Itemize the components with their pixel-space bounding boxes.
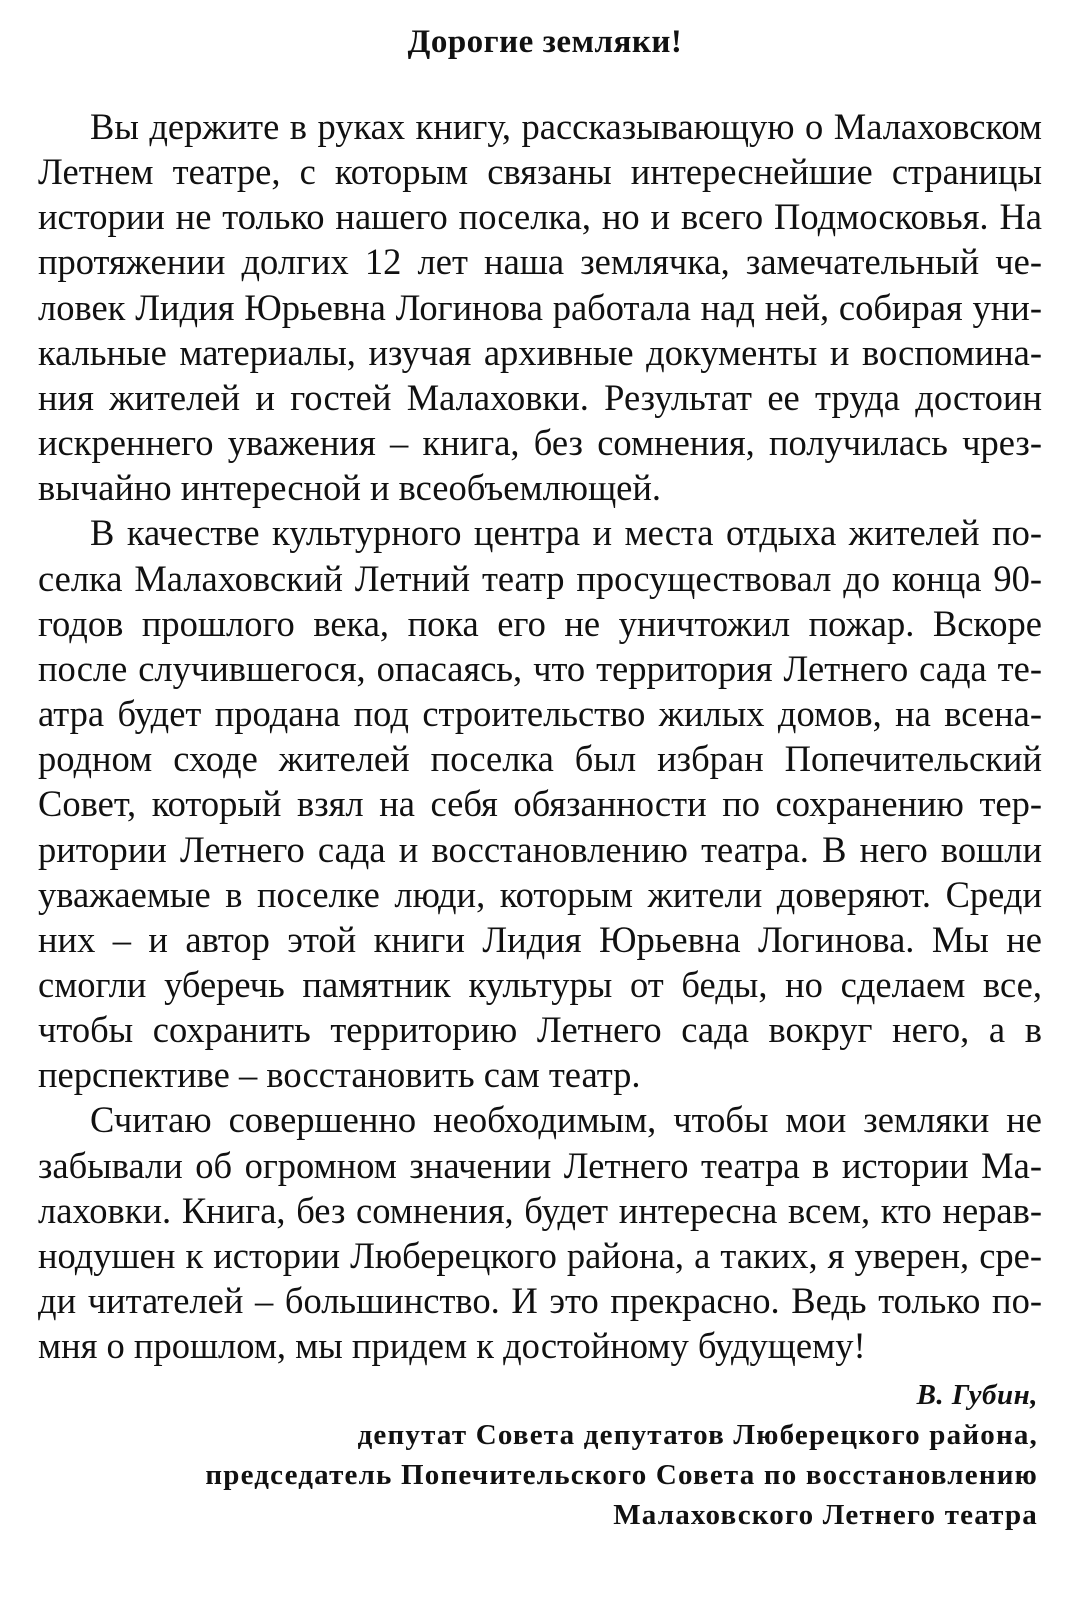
signature-title-line-3: Малаховского Летнего театра <box>613 1499 1038 1531</box>
paragraph-2: В качестве культурного центра и места отдыха жителей поселка Малаховский Летний театр просуществовал до конца 90-годов прошлого века, пока его не уничтожил пожар. Вскоре после случившегося, опасаясь, что территория Летнего сада театра будет продана под строительство жилых домов, на всенародном сходе жителей поселка был избран Попечительский Совет, который взял на себя обязанности по сохранению территории Летнего сада и восстановлению театра. В него вошли уважаемые в поселке люди, которым жители доверяют. Среди них – и автор этой книги Лидия Юрьевна Логинова. Мы не смогли уберечь памятник культуры от беды, но сделаем все, чтобы сохранить территорию Летнего сада вокруг него, а в перспективе – восстановить сам театр. <box>38 512 1042 1096</box>
document-body <box>38 104 1042 1368</box>
signature-title-line-2: председатель Попечительского Совета по восстановлению <box>205 1459 1038 1491</box>
document-title: Дорогие земляки! <box>407 24 683 60</box>
signature-name: В. Губин, <box>916 1379 1038 1411</box>
signature-block <box>38 1375 1038 1535</box>
signature-title-line-1: депутат Совета депутатов Люберецкого района, <box>357 1419 1038 1451</box>
paragraph-1: Вы держите в руках книгу, рассказывающую о Малаховском Летнем театре, с которым связаны интереснейшие страницы истории не только нашего поселка, но и всего Подмосковья. На протяжении долгих 12 лет наша землячка, замечательный человек Лидия Юрьевна Логинова работала над ней, собирая уникальные материалы, изучая архивные документы и воспоминания жителей и гостей Малаховки. Результат ее труда достоин искреннего уважения – книга, без сомнения, получилась чрезвычайно интересной и всеобъемлющей. <box>38 106 1042 509</box>
paragraph-3: Считаю совершенно необходимым, чтобы мои земляки не забывали об огромном значении Летнего театра в истории Малаховки. Книга, без сомнения, будет интересна всем, кто неравнодушен к истории Люберецкого района, а таких, я уверен, среди читателей – большинство. И это прекрасно. Ведь только помня о прошлом, мы придем к достойному будущему! <box>38 1099 1042 1367</box>
